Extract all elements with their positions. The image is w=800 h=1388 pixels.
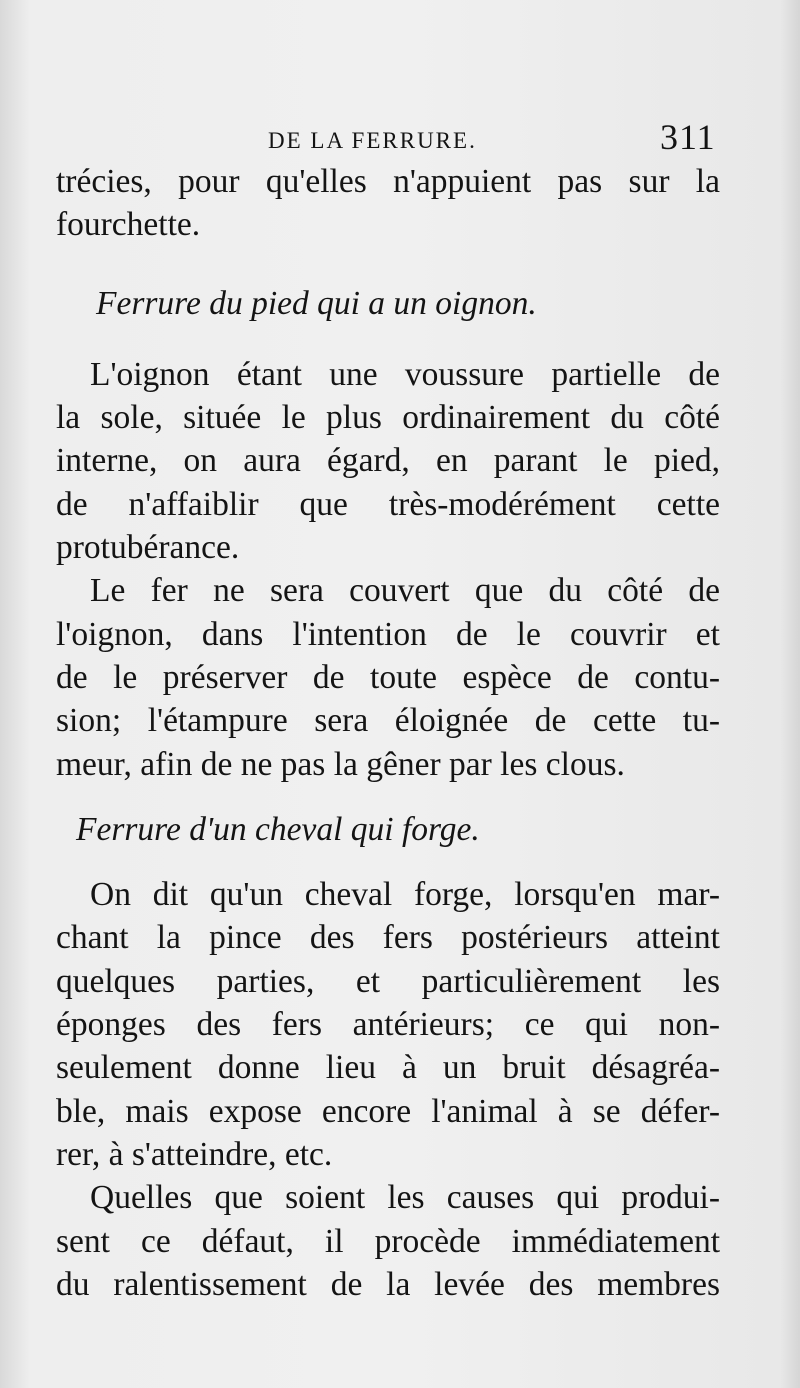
text-line: l'oignon, dans l'intention de le couvrir et — [56, 615, 720, 653]
text-line: rer, à s'atteindre, etc. — [56, 1135, 333, 1173]
text-line: du ralentissement de la levée des membres — [56, 1265, 720, 1303]
paragraph — [56, 873, 720, 1176]
text-line: la sole, située le plus ordinairement du côté — [56, 399, 720, 437]
page-body — [56, 160, 720, 1306]
section-heading: Ferrure d'un cheval qui forge. — [76, 810, 480, 848]
paragraph-continued — [56, 160, 720, 247]
paragraph — [56, 1176, 720, 1306]
section-heading: Ferrure du pied qui a un oignon. — [96, 284, 537, 322]
running-head — [0, 112, 800, 160]
text-line: trécies, pour qu'elles n'appuient pas sur la — [56, 163, 720, 200]
text-line: Le fer ne sera couvert que du côté de — [90, 572, 720, 610]
text-line: meur, afin de ne pas la gêner par les clous. — [56, 745, 625, 783]
text-line: sent ce défaut, il procède immédiatement — [56, 1222, 720, 1260]
text-line: interne, on aura égard, en parant le pied, — [56, 442, 720, 480]
running-title: DE LA FERRURE. — [268, 128, 477, 153]
page-number: 311 — [660, 117, 716, 157]
paragraph — [56, 353, 720, 569]
text-line: L'oignon étant une voussure partielle de — [90, 355, 720, 393]
text-line: de le préserver de toute espèce de contu- — [56, 658, 720, 696]
text-line: quelques parties, et particulièrement les — [56, 962, 720, 1000]
text-line: fourchette. — [56, 206, 201, 244]
text-line: protubérance. — [56, 529, 240, 567]
text-line: de n'affaiblir que très-modérément cette — [56, 485, 720, 523]
text-line: éponges des fers antérieurs; ce qui non- — [56, 1006, 720, 1044]
text-line: On dit qu'un cheval forge, lorsqu'en mar- — [90, 876, 720, 914]
text-line: Quelles que soient les causes qui produi- — [90, 1179, 720, 1217]
text-line: ble, mais expose encore l'animal à se défer- — [56, 1092, 720, 1130]
text-line: chant la pince des fers postérieurs atteint — [56, 919, 720, 957]
text-line: sion; l'étampure sera éloignée de cette tu- — [56, 702, 720, 740]
paragraph — [56, 569, 720, 785]
text-line: seulement donne lieu à un bruit désagréa- — [56, 1049, 720, 1087]
